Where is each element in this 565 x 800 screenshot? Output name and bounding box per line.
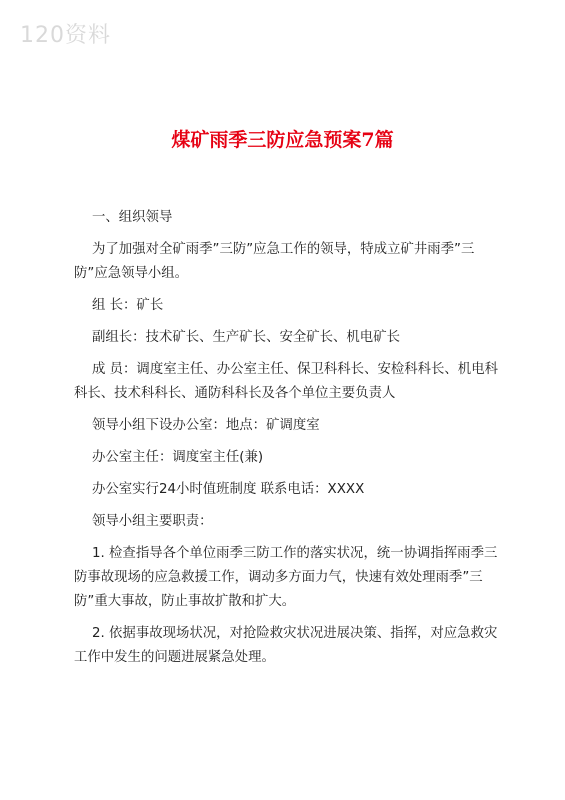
paragraph-duty-2: 2. 依据事故现场状况，对抢险救灾状况进展决策、指挥，对应急救灾工作中发生的问题进展紧急处理。 bbox=[74, 626, 498, 665]
paragraph-leader: 组 长：矿长 bbox=[92, 298, 164, 313]
paragraph-duty-1: 1. 检查指导各个单位雨季三防工作的落实状况，统一协调指挥雨季三防事故现场的应急救援工作，调动多方面力气，快速有效处理雨季”三防”重大事故，防止事故扩散和扩大。 bbox=[74, 546, 498, 609]
paragraph-office-director: 办公室主任：调度室主任(兼) bbox=[92, 450, 264, 465]
document-title: 煤矿雨季三防应急预案7篇 bbox=[171, 129, 394, 151]
document-body bbox=[74, 206, 504, 678]
paragraph-office-location: 领导小组下设办公室：地点：矿调度室 bbox=[92, 418, 320, 433]
paragraph-members: 成 员：调度室主任、办公室主任、保卫科科长、安检科科长、机电科科长、技术科科长、通防科科长及各个单位主要负责人 bbox=[74, 362, 498, 401]
paragraph-intro: 为了加强对全矿雨季”三防”应急工作的领导，特成立矿井雨季”三防”应急领导小组。 bbox=[74, 242, 475, 281]
paragraph-deputy-leaders: 副组长：技术矿长、生产矿长、安全矿长、机电矿长 bbox=[92, 330, 400, 345]
paragraph-duties-heading: 领导小组主要职责： bbox=[92, 514, 213, 529]
paragraph-duty-phone: 办公室实行24小时值班制度 联系电话：XXXX bbox=[92, 482, 365, 497]
watermark-logo: 120资料 bbox=[20, 23, 111, 48]
section-heading: 一、组织领导 bbox=[92, 210, 173, 225]
